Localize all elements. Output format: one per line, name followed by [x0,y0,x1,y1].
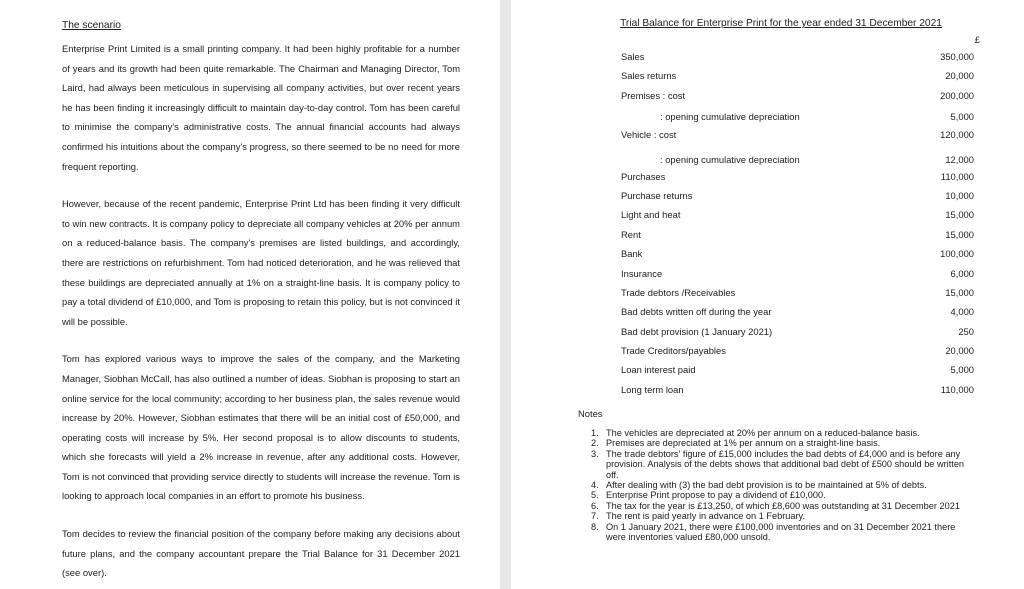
account-value: 10,000 [945,189,974,201]
account-name: Bad debts written off during the year [621,306,772,318]
account-name: Purchases [621,170,666,182]
account-value: 15,000 [945,228,974,240]
account-value: 5,000 [950,364,974,376]
account-value: 350,000 [940,51,974,62]
account-value: 15,000 [945,286,974,298]
note-item [591,490,971,500]
trial-balance-row [578,70,984,89]
trial-balance-row [578,384,984,403]
note-text: After dealing with (3) the bad debt provision is to be maintained at 5% of debts. [606,480,927,491]
currency-symbol: £ [974,34,980,45]
notes-title: Notes [578,408,603,419]
account-name: Bad debt provision (1 January 2021) [621,325,773,337]
note-number: 5. [591,490,599,501]
account-value: 20,000 [945,70,974,82]
account-value: 110,000 [940,170,974,182]
trial-balance-row [578,229,984,248]
trial-balance-row [578,248,984,267]
account-value: 4,000 [950,306,974,318]
account-value: 15,000 [945,209,974,221]
account-name: Long term loan [621,383,684,395]
trial-balance-row [578,152,984,171]
right-page [511,0,1024,589]
trial-balance-row [578,129,984,152]
account-name: Trade debtors /Receivables [621,286,736,298]
note-number: 1. [591,428,599,438]
note-number: 2. [591,438,599,449]
scenario-paragraph-1: Enterprise Print Limited is a small printing company. It had been highly profitable for a number of years and its growth had been quite remarkable. The Chairman and Managing Director, Tom Laird, had always been meticulous in supervising all company activities, but over recent years he has been finding it increasingly difficult to maintain day-to-day control. Tom has been careful to minimise the company's administrative costs. The annual financial accounts had always confirmed his intuitions about the company's progress, so there seemed to be no need for more frequent reporting. [62,43,460,172]
notes-list [591,428,971,542]
scenario-paragraph-2: However, because of the recent pandemic, Enterprise Print Ltd has been finding it very difficult to win new contracts. It is company policy to depreciate all company vehicles at 20% per annum on a reduced-balance basis. The company's premises are listed buildings, and accordingly, there are restrictions on refurbishment. Tom had noticed deterioration, and he was relieved that these buildings are depreciated annually at 1% on a straight-line basis. It is company policy to pay a total dividend of £10,000, and Tom is proposing to retain this policy, but is not convinced it will be possible. [62,198,460,327]
trial-balance-row [578,171,984,190]
account-name: Sales [621,51,645,62]
note-item [591,480,971,490]
account-value: 100,000 [940,248,974,260]
note-text: The vehicles are depreciated at 20% per annum on a reduced-balance basis. [606,428,920,438]
note-text: On 1 January 2021, there were £100,000 inventories and on 31 December 2021 there were inventories valued £80,000 unsold. [606,521,956,543]
account-value: 110,000 [940,383,974,395]
account-value: 120,000 [940,128,974,140]
account-name: Purchase returns [621,189,693,201]
note-number: 3. [591,448,599,459]
account-name: : opening cumulative depreciation [660,153,800,165]
trial-balance-row [578,345,984,364]
account-name: Insurance [621,267,663,279]
account-name: Vehicle : cost [621,128,677,140]
note-item [591,501,971,511]
note-number: 6. [591,500,599,511]
note-item [591,428,971,438]
note-item [591,511,971,521]
trial-balance-row [578,90,984,109]
trial-balance-row [578,268,984,287]
account-name: Sales returns [621,70,677,82]
note-item [591,522,971,543]
trial-balance-row [578,287,984,306]
trial-balance-row [578,364,984,383]
note-number: 7. [591,511,599,522]
scenario-heading: The scenario [62,20,121,31]
note-text: Premises are depreciated at 1% per annum on a straight-line basis. [606,438,881,449]
trial-balance-row [578,109,984,128]
trial-balance-row [578,190,984,209]
account-value: 250 [958,325,974,337]
account-value: 5,000 [950,111,974,123]
note-text: The rent is paid yearly in advance on 1 February. [606,511,805,522]
account-name: Premises : cost [621,89,686,101]
note-text: Enterprise Print propose to pay a dividend of £10,000. [606,490,826,501]
note-text: The tax for the year is £13,250, of which £8,600 was outstanding at 31 December 2021 [606,500,960,511]
note-number: 4. [591,480,599,491]
trial-balance-row [578,51,984,70]
account-name: Bank [621,248,643,260]
scenario-paragraph-4: Tom decides to review the financial position of the company before making any decisions about future plans, and the company accountant prepare the Trial Balance for 31 December 2021 (see over). [62,528,460,579]
note-text: The trade debtors' figure of £15,000 includes the bad debts of £4,000 and is before any provision. Analysis of the debts shows that additional bad debt of £500 should be written off. [606,448,965,480]
account-value: 6,000 [950,267,974,279]
account-name: : opening cumulative depreciation [660,111,800,123]
account-name: Trade Creditors/payables [621,345,726,357]
account-name: Light and heat [621,209,681,221]
trial-balance-row [578,306,984,325]
note-number: 8. [591,521,599,532]
note-item [591,449,971,480]
account-value: 20,000 [945,345,974,357]
trial-balance-title: Trial Balance for Enterprise Print for the year ended 31 December 2021 [620,18,942,29]
left-page [0,0,500,589]
account-name: Loan interest paid [621,364,696,376]
trial-balance-row [578,209,984,228]
account-value: 12,000 [945,153,974,165]
trial-balance-row [578,326,984,345]
note-item [591,438,971,448]
account-name: Rent [621,228,641,240]
account-value: 200,000 [940,89,974,101]
scenario-paragraph-3: Tom has explored various ways to improve the sales of the company, and the Marketing Manager, Siobhan McCall, has also outlined a number of ideas. Siobhan is proposing to start an online service for the local community; according to her business plan, the sales revenue would increase by 20%. However, Siobhan estimates that there will be an initial cost of £50,000, and operating costs will increase by 5%. Her second proposal is to allow discounts to students, which she forecasts will yield a 2% increase in revenue, after any additional costs. However, Tom is not convinced that providing service directly to students will increase the revenue. Tom is looking to approach local companies in an effort to promote his business. [62,353,460,502]
trial-balance-table [578,51,984,403]
